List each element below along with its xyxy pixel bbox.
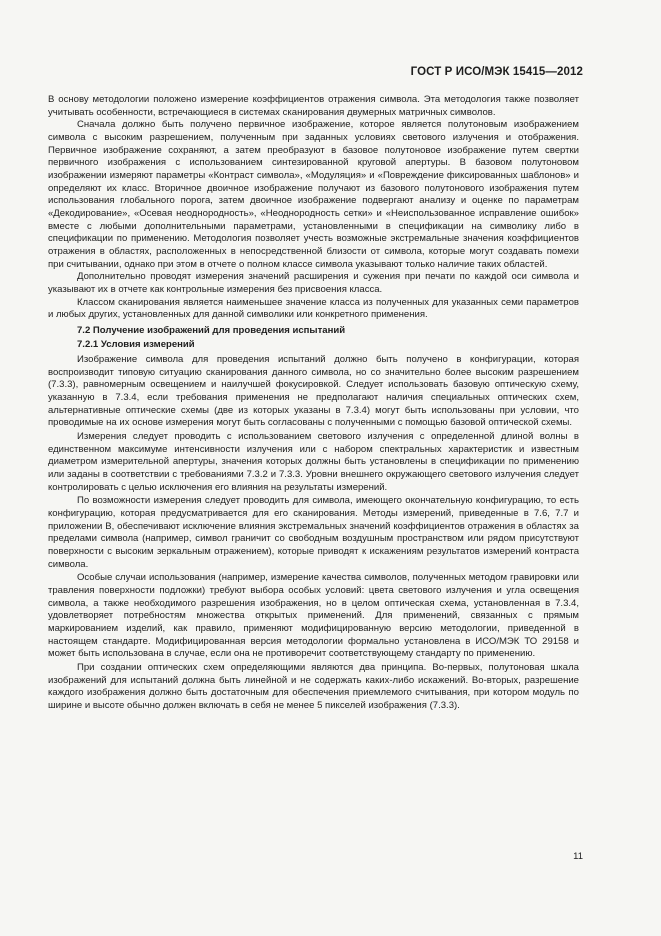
paragraph: По возможности измерения следует проводить для символа, имеющего окончательную конфигурацию, то есть конфигурацию, которая предусматривается для его сканирования. Методы измерений, приведенные в 7.6, 7.7 и приложении В, обеспечивают исключение влияния экстремальных значений коэффициентов отражения в областях за пределами символа (например, символ граничит со свободным воздушным пространством или рядом присутствуют поверхности с высоким зеркальным отражением), которые приводят к искажениям результатов измерений контраста символа. [48,495,579,570]
paragraph: Сначала должно быть получено первичное изображение, которое является полутоновым изображением символа с высоким разрешением, полученным при заданных условиях светового излучения и отображения. Первичное изображение сохраняют, а затем преобразуют в базовое полутоновое изображение путем свертки первичного изображения с использованием синтезированной круговой апертуры. В базовом полутоновом изображении измеряют параметры «Контраст символа», «Модуляция» и «Повреждение фиксированных шаблонов» и определяют их класс. Вторичное двоичное изображение получают из базового полутонового изображения путем использования глобального порога, затем двоичное изображение подвергают анализу и оценке по параметрам «Декодирование», «Осевая неоднородность», «Неоднородность сетки» и «Неиспользованное исправление ошибок» вместе с любыми дополнительными параметрами, установленными в спецификации на символику либо в спецификации по применению. Методология позволяет учесть возможные экстремальные значения коэффициентов отражения в областях, расположенных в непосредственной близости от символа, которые могут создавать помехи при считывании, однако при этом в отчете о полном классе символа указывают только наличие таких областей. [48,119,579,270]
paragraph: В основу методологии положено измерение коэффициентов отражения символа. Эта методология также позволяет учитывать особенности, встречающиеся в системах сканирования двумерных матричных символов. [48,94,579,118]
paragraph: Особые случаи использования (например, измерение качества символов, полученных методом гравировки или травления поверхности подложки) требуют выбора особых условий: цвета светового излучения и угла освещения символа, а также необходимого разрешения изображения, но в целом оптическая схема, установленная в 7.3.4, удовлетворяет потребностям множества открытых применений. Для применений, связанных с прямым маркированием изделий, как правило, применяют модифицированную версию методологии, приведенной в настоящем стандарте. Модифицированная версия методологии формально установлена в ИСО/МЭК ТО 29158 и может быть использована в случае, если она не противоречит соответствующему стандарту по применению. [48,572,579,660]
section-heading-7-2-1: 7.2.1 Условия измерений [77,339,195,351]
paragraph: Классом сканирования является наименьшее значение класса из полученных для указанных семи параметров и любых других, установленных для данной символики или конкретного применения. [48,296,579,321]
paragraph: Измерения следует проводить с использованием светового излучения с определенной длиной волны в единственном максимуме интенсивности излучения или с набором спектральных характеристик и известным диаметром измерительной апертуры, значения которых должны быть установлены в спецификации по применению или заданы в соответствии с требованиями 7.3.2 и 7.3.3. Уровни внешнего окружающего светового излучения следует контролировать с целью исключения его влияния на результаты измерений. [48,431,579,493]
paragraph: Изображение символа для проведения испытаний должно быть получено в конфигурации, которая воспроизводит типовую ситуацию сканирования данного символа, но со значительно более высоким разрешением (7.3.3), равномерным освещением и наилучшей фокусировкой. Следует использовать базовую оптическую схему, указанную в 7.3.4, если требования применения не предполагают наличия специальных оптических схем, альтернативные оптические схемы (две из которых указаны в 7.3.4) могут быть использованы при условии, что проводимые на их основе измерения могут быть согласованы с полученными с помощью базовой оптической схемы. [48,354,579,429]
document-body [48,94,579,713]
paragraph: При создании оптических схем определяющими являются два принципа. Во-первых, полутоновая шкала изображений для испытаний должна быть линейной и не содержать каких-либо искажений. Во-вторых, разрешение каждого изображения должно быть достаточным для обеспечения приемлемого считывания, при котором модуль по ширине и высоте обычно должен включать в себя не менее 5 пикселей изображения (7.3.3). [48,661,579,711]
standard-header: ГОСТ Р ИСО/МЭК 15415—2012 [410,66,583,78]
section-heading-7-2: 7.2 Получение изображений для проведения испытаний [77,324,346,336]
paragraph: Дополнительно проводят измерения значений расширения и сужения при печати по каждой оси символа и указывают их в отчете как контрольные измерения без присвоения класса. [48,271,579,295]
page-number: 11 [573,851,583,862]
